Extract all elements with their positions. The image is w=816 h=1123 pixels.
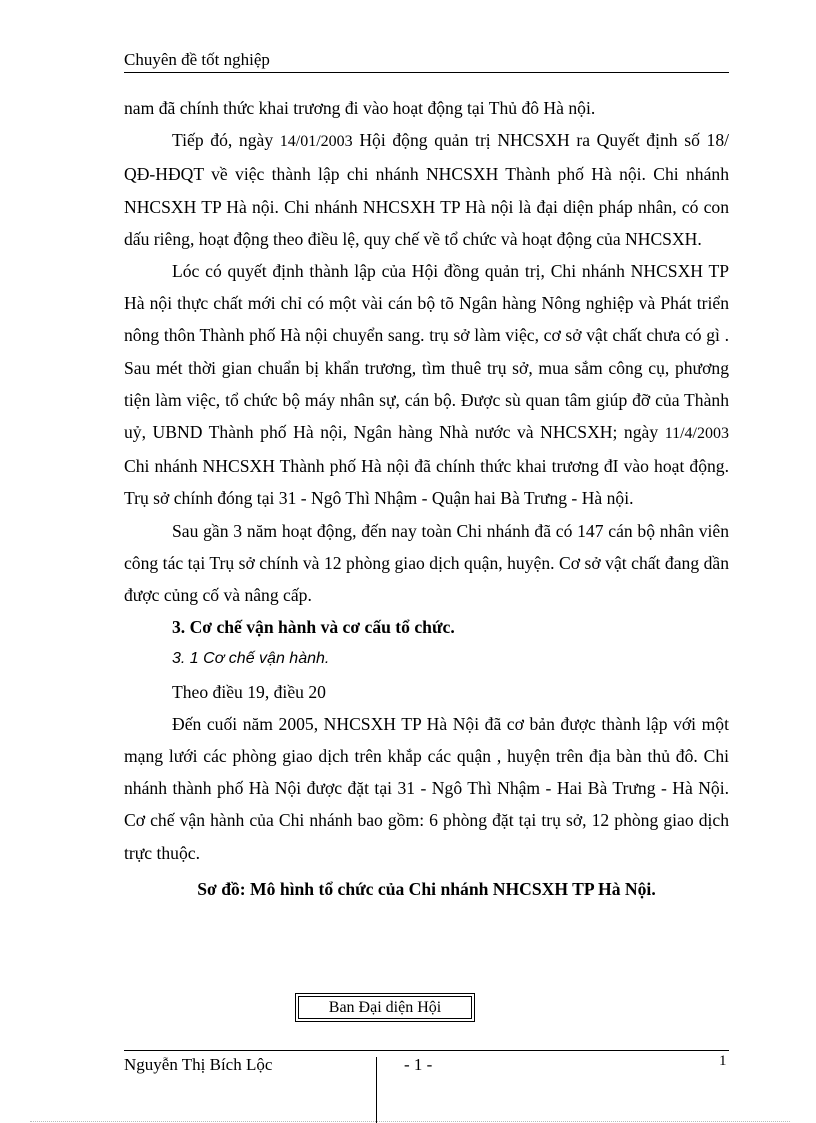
footer-page-number: 1 <box>719 1053 727 1069</box>
paragraph-2-date: 14/01/2003 <box>279 133 353 151</box>
footer-page-label: - 1 - <box>404 1055 433 1074</box>
paragraph-2 <box>124 124 729 255</box>
footer-rule <box>124 1050 729 1051</box>
document-body <box>124 92 729 905</box>
paragraph-2-text-a: Tiếp đó, ngày <box>172 130 280 151</box>
header-rule <box>124 72 729 73</box>
footer-author: Nguyễn Thị Bích Lộc <box>124 1055 273 1074</box>
paragraph-2-text-b: Hội động quản trị NHCSXH ra Quyết định số 18/ QĐ-HĐQT về việc thành lập chi nhánh NHCSXH Thành phố Hà nội. Chi nhánh NHCSXH TP Hà nội. Chi nhánh NHCSXH TP Hà nội là đại diện pháp nhân, có con dấu riêng, hoạt động theo điều lệ, quy chế về tổ chức và hoạt động của NHCSXH. <box>124 130 730 249</box>
running-header: Chuyên đề tốt nghiệp <box>124 50 270 69</box>
paragraph-3-text-b: Chi nhánh NHCSXH Thành phố Hà nội đã chính thức khai trương đI vào hoạt động. Trụ sở chính đóng tại 31 - Ngô Thì Nhậm - Quận hai Bà Trưng - Hà nội. <box>124 456 729 509</box>
page-bottom-edge <box>30 1121 790 1122</box>
paragraph-3 <box>124 255 729 515</box>
paragraph-4: Sau gần 3 năm hoạt động, đến nay toàn Chi nhánh đã có 147 cán bộ nhân viên công tác tại Trụ sở chính và 12 phòng giao dịch quận, huyện. Cơ sở vật chất đang dần được củng cố và nâng cấp. <box>124 520 729 606</box>
paragraph-3-date: 11/4/2003 <box>664 425 729 443</box>
paragraph-1: nam đã chính thức khai trương đi vào hoạt động tại Thủ đô Hà nội. <box>124 98 596 118</box>
diagram-title: Sơ đồ: Mô hình tổ chức của Chi nhánh NHCSXH TP Hà Nội. <box>197 878 656 899</box>
footer-divider <box>376 1057 377 1123</box>
section-heading-3: 3. Cơ chế vận hành và cơ cấu tổ chức. <box>172 617 455 638</box>
paragraph-6: Đến cuối năm 2005, NHCSXH TP Hà Nội đã cơ bản được thành lập với một mạng lưới các phòng giao dịch trên khắp các quận , huyện trên địa bàn thủ đô. Chi nhánh thành phố Hà Nội được đặt tại 31 - Ngô Thì Nhậm - Hai Bà Trưng - Hà Nội. Cơ chế vận hành của Chi nhánh bao gồm: 6 phòng đặt tại trụ sở, 12 phòng giao dịch trực thuộc. <box>124 713 729 863</box>
diagram-box-ban-dai-dien: Ban Đại diện Hội <box>298 996 472 1019</box>
paragraph-3-text-a: Lóc có quyết định thành lập của Hội đồng quản trị, Chi nhánh NHCSXH TP Hà nội thực chất mới chỉ có một vài cán bộ tõ Ngân hàng Nông nghiệp và Phát triển nông thôn Thành phố Hà nội chuyển sang. trụ sở làm việc, cơ sở vật chất chưa có gì . Sau mét thời gian chuẩn bị khẩn trương, tìm thuê trụ sở, mua sắm công cụ, phương tiện làm việc, tổ chức bộ máy nhân sự, cán bộ. Được sù quan tâm giúp đỡ của Thành uỷ, UBND Thành phố Hà nội, Ngân hàng Nhà nước và NHCSXH; ngày <box>124 261 729 443</box>
subsection-heading-3-1: 3. 1 Cơ chế vận hành. <box>172 650 330 668</box>
paragraph-5: Theo điều 19, điều 20 <box>172 681 326 702</box>
